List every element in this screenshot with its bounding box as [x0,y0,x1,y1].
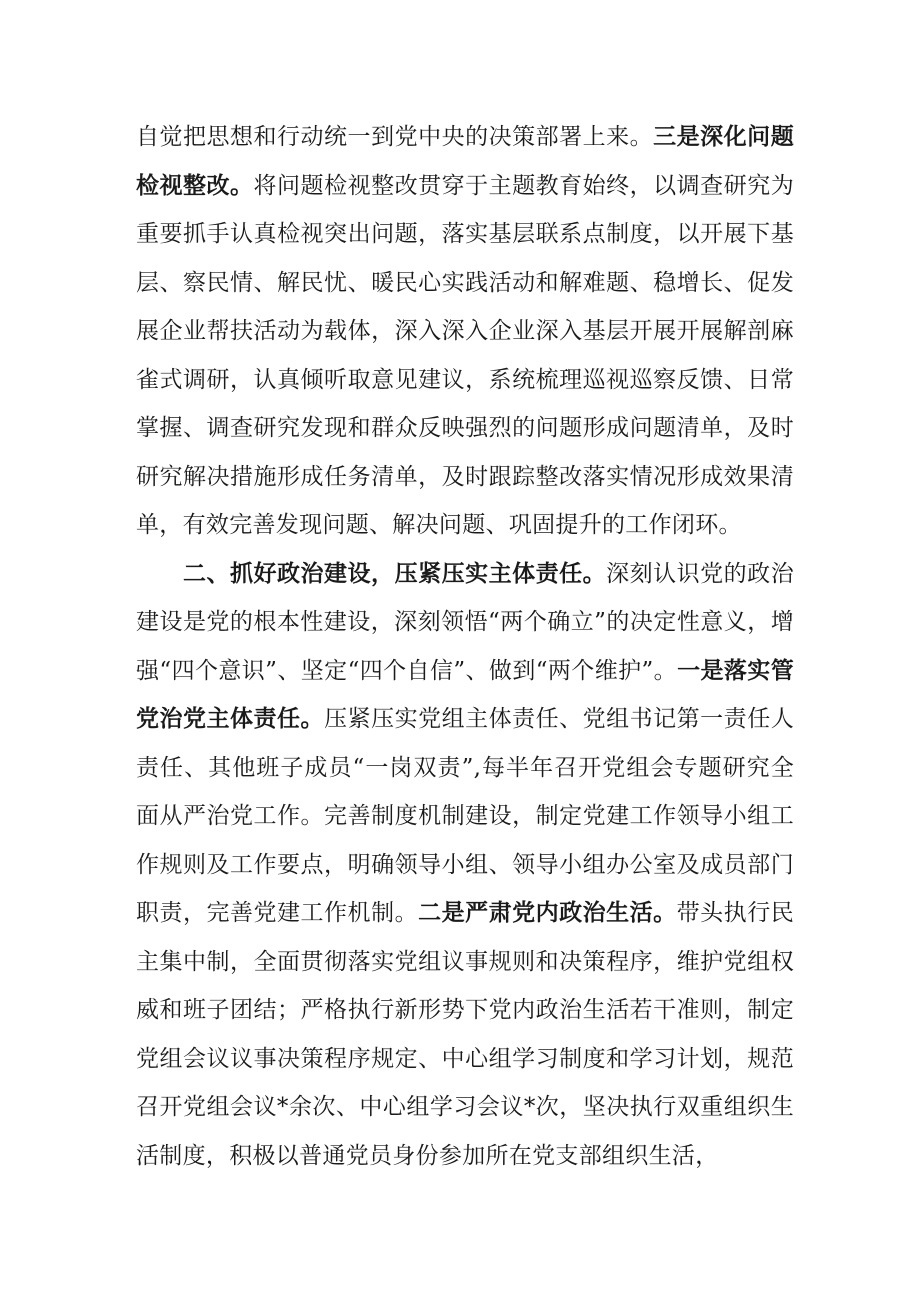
bold-heading-run: 二是严肃党内政治生活。 [418,899,677,926]
section-heading-run: 二、抓好政治建设，压紧压实主体责任。 [183,559,607,587]
bold-heading-run: 三是深化问题检视整改。 [136,123,794,199]
text-run: 带头执行民主集中制，全面贯彻落实党组议事规则和决策程序，维护党组权威和班子团结；严格执行新形势下党内政治生活若干准则，制定党组会议议事决策程序规定、中心组学习制度和学习计划，规范召开党组会议*余次、中心组学习会议*次，坚决执行双重组织生活制度，积极以普通党员身份参加所在党支部组织生活， [136,900,794,1169]
paragraph-1 [136,113,794,550]
text-run: 将问题检视整改贯穿于主题教育始终，以调查研究为重要抓手认真检视突出问题，落实基层联系点制度，以开展下基层、察民情、解民忧、暖民心实践活动和解难题、稳增长、促发展企业帮扶活动为载体，深入深入企业深入基层开展开展解剖麻雀式调研，认真倾听取意见建议，系统梳理巡视巡察反馈、日常掌握、调查研究发现和群众反映强烈的问题形成问题清单，及时研究解决措施形成任务清单，及时跟踪整改落实情况形成效果清单，有效完善发现问题、解决问题、巩固提升的工作闭环。 [136,172,795,538]
bold-heading-run: 一是落实管党治党主体责任。 [136,656,794,732]
text-run: 深刻认识党的政治建设是党的根本性建设，深刻领悟“两个确立”的决定性意义，增强“四个意识”、坚定“四个自信”、做到“两个维护”。 [136,560,794,684]
paragraph-2 [136,550,794,1181]
text-run: 自觉把思想和行动统一到党中央的决策部署上来。 [136,124,654,150]
document-body [136,113,794,1180]
text-run: 压紧压实党组主体责任、党组书记第一责任人责任、其他班子成员“一岗双责”,每半年召开党组会专题研究全面从严治党工作。完善制度机制建设，制定党建工作领导小组工作规则及工作要点，明确领导小组、领导小组办公室及成员部门职责，完善党建工作机制。 [136,706,794,926]
